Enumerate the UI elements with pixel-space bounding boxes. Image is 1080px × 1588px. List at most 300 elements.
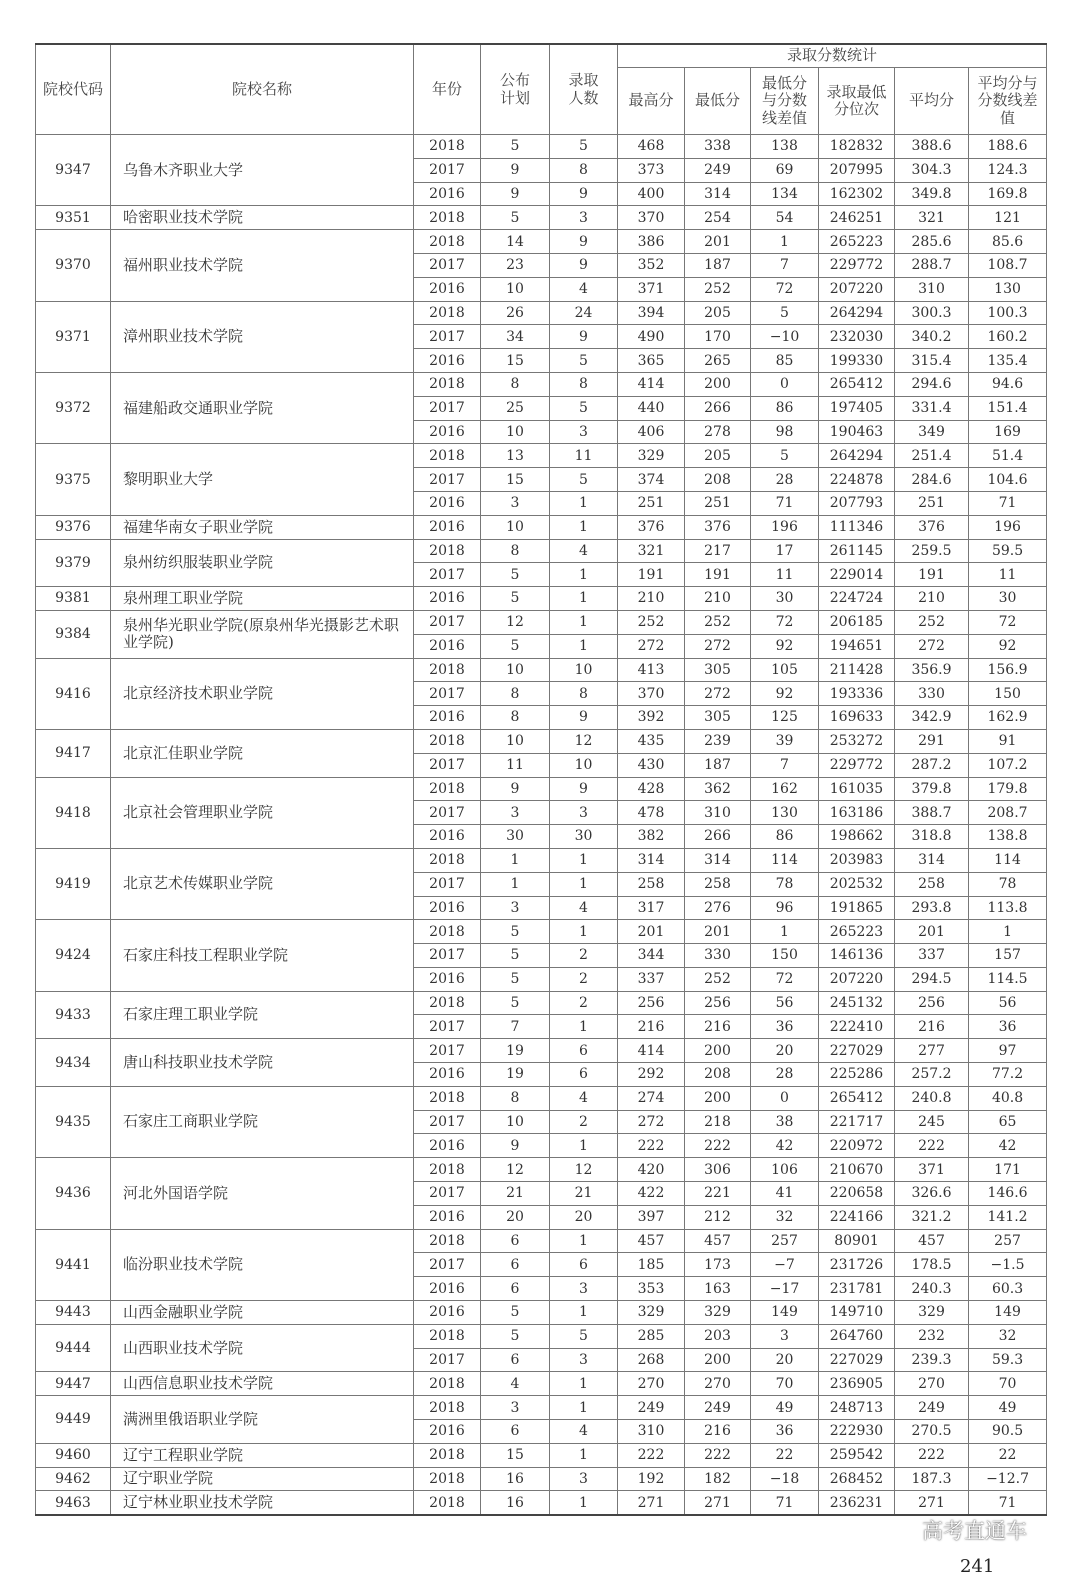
cell-avg: 287.2 <box>895 753 969 777</box>
cell-min: 254 <box>685 206 751 230</box>
cell-plan: 5 <box>481 991 550 1015</box>
header-min-diff: 最低分与分数线差值 <box>751 68 819 135</box>
cell-year: 2017 <box>414 1348 481 1372</box>
cell-max: 373 <box>618 158 685 182</box>
cell-min: 251 <box>685 491 751 515</box>
cell-min-rank: 265223 <box>819 230 895 254</box>
cell-avg-diff: 36 <box>969 1015 1047 1039</box>
school-name: 山西金融职业学院 <box>111 1301 414 1325</box>
cell-year: 2017 <box>414 396 481 420</box>
cell-avg: 304.3 <box>895 158 969 182</box>
cell-min-rank: 191865 <box>819 896 895 920</box>
cell-min-rank: 169633 <box>819 706 895 730</box>
cell-max: 397 <box>618 1205 685 1229</box>
school-code: 9375 <box>36 444 111 515</box>
cell-plan: 5 <box>481 920 550 944</box>
cell-min: 271 <box>685 1491 751 1515</box>
cell-max: 222 <box>618 1443 685 1467</box>
cell-plan: 23 <box>481 253 550 277</box>
cell-avg-diff: 22 <box>969 1443 1047 1467</box>
cell-admitted: 6 <box>550 1039 618 1063</box>
cell-plan: 8 <box>481 1086 550 1110</box>
cell-min-diff: −10 <box>751 325 819 349</box>
cell-admitted: 12 <box>550 1158 618 1182</box>
cell-min: 329 <box>685 1301 751 1325</box>
school-name: 临汾职业技术学院 <box>111 1229 414 1300</box>
cell-min-rank: 227029 <box>819 1348 895 1372</box>
cell-year: 2018 <box>414 729 481 753</box>
cell-min-diff: 92 <box>751 634 819 658</box>
cell-admitted: 12 <box>550 729 618 753</box>
cell-max: 400 <box>618 182 685 206</box>
cell-year: 2018 <box>414 1396 481 1420</box>
cell-admitted: 5 <box>550 468 618 492</box>
cell-avg-diff: 257 <box>969 1229 1047 1253</box>
cell-max: 268 <box>618 1348 685 1372</box>
cell-plan: 10 <box>481 729 550 753</box>
school-code: 9384 <box>36 610 111 658</box>
cell-avg: 239.3 <box>895 1348 969 1372</box>
cell-avg: 258 <box>895 872 969 896</box>
cell-plan: 1 <box>481 872 550 896</box>
cell-admitted: 1 <box>550 1372 618 1396</box>
cell-min: 200 <box>685 1039 751 1063</box>
school-name: 山西信息职业技术学院 <box>111 1372 414 1396</box>
table-row <box>36 1467 1047 1491</box>
cell-min-diff: 150 <box>751 944 819 968</box>
cell-avg-diff: 71 <box>969 1491 1047 1515</box>
cell-year: 2017 <box>414 325 481 349</box>
cell-avg: 337 <box>895 944 969 968</box>
cell-admitted: 30 <box>550 825 618 849</box>
cell-year: 2018 <box>414 777 481 801</box>
cell-avg: 256 <box>895 991 969 1015</box>
table-row <box>36 729 1047 753</box>
cell-min-diff: 71 <box>751 491 819 515</box>
cell-avg: 376 <box>895 515 969 539</box>
cell-avg-diff: 11 <box>969 563 1047 587</box>
cell-admitted: 6 <box>550 1253 618 1277</box>
cell-admitted: 1 <box>550 872 618 896</box>
cell-year: 2017 <box>414 158 481 182</box>
cell-avg: 249 <box>895 1396 969 1420</box>
cell-min: 210 <box>685 587 751 611</box>
cell-min: 457 <box>685 1229 751 1253</box>
cell-year: 2016 <box>414 967 481 991</box>
cell-admitted: 10 <box>550 753 618 777</box>
cell-year: 2016 <box>414 420 481 444</box>
cell-max: 344 <box>618 944 685 968</box>
cell-plan: 15 <box>481 1443 550 1467</box>
cell-max: 292 <box>618 1063 685 1087</box>
cell-min: 203 <box>685 1324 751 1348</box>
cell-plan: 8 <box>481 372 550 396</box>
cell-min-rank: 245132 <box>819 991 895 1015</box>
cell-avg-diff: 72 <box>969 610 1047 634</box>
cell-min: 205 <box>685 301 751 325</box>
cell-year: 2016 <box>414 896 481 920</box>
cell-min-rank: 203983 <box>819 848 895 872</box>
cell-min-diff: 36 <box>751 1015 819 1039</box>
cell-plan: 15 <box>481 349 550 373</box>
cell-plan: 9 <box>481 158 550 182</box>
cell-max: 329 <box>618 1301 685 1325</box>
cell-year: 2018 <box>414 658 481 682</box>
cell-max: 216 <box>618 1015 685 1039</box>
cell-min: 212 <box>685 1205 751 1229</box>
cell-min: 200 <box>685 1348 751 1372</box>
cell-max: 468 <box>618 135 685 159</box>
cell-plan: 5 <box>481 206 550 230</box>
cell-min: 270 <box>685 1372 751 1396</box>
table-row <box>36 1158 1047 1182</box>
cell-max: 352 <box>618 253 685 277</box>
table-row <box>36 1301 1047 1325</box>
cell-avg: 340.2 <box>895 325 969 349</box>
cell-plan: 6 <box>481 1348 550 1372</box>
cell-plan: 3 <box>481 896 550 920</box>
cell-year: 2018 <box>414 1324 481 1348</box>
cell-admitted: 9 <box>550 325 618 349</box>
cell-plan: 5 <box>481 587 550 611</box>
header-code: 院校代码 <box>36 44 111 135</box>
cell-min-diff: 7 <box>751 253 819 277</box>
cell-plan: 10 <box>481 420 550 444</box>
school-code: 9444 <box>36 1324 111 1372</box>
cell-year: 2018 <box>414 301 481 325</box>
cell-avg: 284.6 <box>895 468 969 492</box>
cell-plan: 14 <box>481 230 550 254</box>
cell-plan: 6 <box>481 1277 550 1301</box>
school-name: 辽宁职业学院 <box>111 1467 414 1491</box>
school-code: 9351 <box>36 206 111 230</box>
cell-min: 266 <box>685 825 751 849</box>
cell-max: 414 <box>618 372 685 396</box>
cell-admitted: 8 <box>550 682 618 706</box>
cell-min-rank: 182832 <box>819 135 895 159</box>
cell-avg-diff: 85.6 <box>969 230 1047 254</box>
cell-min: 249 <box>685 158 751 182</box>
cell-avg: 321 <box>895 206 969 230</box>
cell-plan: 20 <box>481 1205 550 1229</box>
cell-min-diff: 134 <box>751 182 819 206</box>
school-name: 石家庄理工职业学院 <box>111 991 414 1039</box>
cell-year: 2018 <box>414 848 481 872</box>
cell-max: 413 <box>618 658 685 682</box>
cell-plan: 13 <box>481 444 550 468</box>
cell-min-diff: 20 <box>751 1348 819 1372</box>
cell-avg: 232 <box>895 1324 969 1348</box>
cell-min-diff: 5 <box>751 301 819 325</box>
cell-min-diff: 106 <box>751 1158 819 1182</box>
cell-plan: 34 <box>481 325 550 349</box>
cell-year: 2017 <box>414 944 481 968</box>
cell-min-diff: 162 <box>751 777 819 801</box>
cell-admitted: 9 <box>550 777 618 801</box>
cell-avg-diff: 104.6 <box>969 468 1047 492</box>
cell-year: 2018 <box>414 1158 481 1182</box>
cell-max: 420 <box>618 1158 685 1182</box>
cell-year: 2016 <box>414 277 481 301</box>
table-row <box>36 658 1047 682</box>
cell-admitted: 6 <box>550 1063 618 1087</box>
cell-avg: 251.4 <box>895 444 969 468</box>
cell-avg: 326.6 <box>895 1182 969 1206</box>
cell-max: 272 <box>618 1110 685 1134</box>
cell-min-diff: 42 <box>751 1134 819 1158</box>
cell-min: 249 <box>685 1396 751 1420</box>
cell-min-rank: 202532 <box>819 872 895 896</box>
cell-min-diff: 39 <box>751 729 819 753</box>
school-code: 9463 <box>36 1491 111 1515</box>
cell-min: 187 <box>685 253 751 277</box>
cell-admitted: 4 <box>550 1086 618 1110</box>
cell-admitted: 2 <box>550 991 618 1015</box>
cell-min-diff: −18 <box>751 1467 819 1491</box>
cell-avg-diff: 56 <box>969 991 1047 1015</box>
cell-min-rank: 222410 <box>819 1015 895 1039</box>
cell-min-rank: 261145 <box>819 539 895 563</box>
cell-avg: 294.5 <box>895 967 969 991</box>
cell-year: 2017 <box>414 1110 481 1134</box>
table-row <box>36 991 1047 1015</box>
cell-year: 2016 <box>414 706 481 730</box>
cell-min: 222 <box>685 1443 751 1467</box>
cell-admitted: 1 <box>550 1443 618 1467</box>
cell-max: 256 <box>618 991 685 1015</box>
school-code: 9418 <box>36 777 111 848</box>
cell-year: 2017 <box>414 753 481 777</box>
cell-plan: 9 <box>481 182 550 206</box>
cell-min-diff: 11 <box>751 563 819 587</box>
cell-avg-diff: 196 <box>969 515 1047 539</box>
cell-avg-diff: 77.2 <box>969 1063 1047 1087</box>
cell-min-diff: 28 <box>751 468 819 492</box>
cell-year: 2016 <box>414 515 481 539</box>
cell-max: 274 <box>618 1086 685 1110</box>
cell-max: 317 <box>618 896 685 920</box>
school-code: 9424 <box>36 920 111 991</box>
header-year: 年份 <box>414 44 481 135</box>
cell-year: 2018 <box>414 920 481 944</box>
cell-avg: 270.5 <box>895 1420 969 1444</box>
cell-admitted: 1 <box>550 491 618 515</box>
cell-max: 252 <box>618 610 685 634</box>
table-row <box>36 1039 1047 1063</box>
table-row <box>36 230 1047 254</box>
cell-year: 2018 <box>414 1229 481 1253</box>
cell-avg-diff: 91 <box>969 729 1047 753</box>
cell-avg: 191 <box>895 563 969 587</box>
cell-plan: 7 <box>481 1015 550 1039</box>
school-name: 黎明职业大学 <box>111 444 414 515</box>
cell-admitted: 1 <box>550 920 618 944</box>
cell-avg-diff: 135.4 <box>969 349 1047 373</box>
cell-avg: 379.8 <box>895 777 969 801</box>
header-name: 院校名称 <box>111 44 414 135</box>
school-code: 9371 <box>36 301 111 372</box>
cell-min: 201 <box>685 920 751 944</box>
cell-year: 2018 <box>414 1467 481 1491</box>
cell-min-rank: 210670 <box>819 1158 895 1182</box>
cell-admitted: 1 <box>550 1491 618 1515</box>
cell-admitted: 1 <box>550 848 618 872</box>
cell-max: 329 <box>618 444 685 468</box>
cell-max: 192 <box>618 1467 685 1491</box>
cell-avg: 251 <box>895 491 969 515</box>
cell-plan: 6 <box>481 1253 550 1277</box>
cell-min-diff: 86 <box>751 825 819 849</box>
cell-avg: 240.8 <box>895 1086 969 1110</box>
cell-admitted: 24 <box>550 301 618 325</box>
cell-min-diff: 125 <box>751 706 819 730</box>
cell-min: 276 <box>685 896 751 920</box>
cell-avg: 222 <box>895 1443 969 1467</box>
cell-plan: 21 <box>481 1182 550 1206</box>
cell-avg-diff: 124.3 <box>969 158 1047 182</box>
cell-min-diff: 138 <box>751 135 819 159</box>
school-code: 9372 <box>36 372 111 443</box>
cell-min: 208 <box>685 1063 751 1087</box>
cell-avg-diff: 94.6 <box>969 372 1047 396</box>
cell-avg-diff: 130 <box>969 277 1047 301</box>
cell-admitted: 5 <box>550 1324 618 1348</box>
school-name: 福建华南女子职业学院 <box>111 515 414 539</box>
cell-plan: 3 <box>481 491 550 515</box>
cell-admitted: 2 <box>550 944 618 968</box>
cell-min: 376 <box>685 515 751 539</box>
cell-min-rank: 224724 <box>819 587 895 611</box>
cell-avg-diff: 42 <box>969 1134 1047 1158</box>
cell-year: 2017 <box>414 468 481 492</box>
cell-year: 2017 <box>414 682 481 706</box>
cell-year: 2017 <box>414 610 481 634</box>
admission-score-table <box>35 43 1047 1516</box>
cell-avg: 240.3 <box>895 1277 969 1301</box>
cell-admitted: 1 <box>550 1229 618 1253</box>
cell-avg-diff: 30 <box>969 587 1047 611</box>
school-code: 9460 <box>36 1443 111 1467</box>
cell-avg: 349.8 <box>895 182 969 206</box>
cell-plan: 4 <box>481 1372 550 1396</box>
cell-admitted: 9 <box>550 706 618 730</box>
cell-min-rank: 225286 <box>819 1063 895 1087</box>
cell-max: 222 <box>618 1134 685 1158</box>
cell-min: 205 <box>685 444 751 468</box>
cell-year: 2016 <box>414 349 481 373</box>
cell-year: 2016 <box>414 1277 481 1301</box>
cell-min-diff: 0 <box>751 372 819 396</box>
cell-avg-diff: 90.5 <box>969 1420 1047 1444</box>
watermark: 高考直通车 <box>922 1519 1027 1543</box>
cell-min-rank: 265412 <box>819 1086 895 1110</box>
cell-min-diff: 114 <box>751 848 819 872</box>
cell-avg-diff: 114.5 <box>969 967 1047 991</box>
cell-min-rank: 236905 <box>819 1372 895 1396</box>
cell-min: 305 <box>685 658 751 682</box>
cell-plan: 15 <box>481 468 550 492</box>
cell-year: 2016 <box>414 825 481 849</box>
cell-min: 362 <box>685 777 751 801</box>
cell-plan: 5 <box>481 1324 550 1348</box>
cell-max: 394 <box>618 301 685 325</box>
cell-year: 2016 <box>414 1420 481 1444</box>
cell-avg-diff: 59.5 <box>969 539 1047 563</box>
table-row <box>36 135 1047 159</box>
table-row <box>36 1443 1047 1467</box>
cell-plan: 3 <box>481 801 550 825</box>
cell-plan: 12 <box>481 1158 550 1182</box>
cell-admitted: 3 <box>550 420 618 444</box>
cell-min-diff: 22 <box>751 1443 819 1467</box>
cell-max: 440 <box>618 396 685 420</box>
cell-min-rank: 268452 <box>819 1467 895 1491</box>
cell-min-diff: 36 <box>751 1420 819 1444</box>
cell-admitted: 2 <box>550 967 618 991</box>
cell-plan: 8 <box>481 682 550 706</box>
cell-avg-diff: 65 <box>969 1110 1047 1134</box>
cell-max: 406 <box>618 420 685 444</box>
cell-min: 252 <box>685 610 751 634</box>
cell-year: 2018 <box>414 135 481 159</box>
cell-avg-diff: 92 <box>969 634 1047 658</box>
cell-min-diff: 28 <box>751 1063 819 1087</box>
cell-min: 182 <box>685 1467 751 1491</box>
cell-plan: 5 <box>481 967 550 991</box>
cell-avg-diff: 108.7 <box>969 253 1047 277</box>
cell-min-rank: 265223 <box>819 920 895 944</box>
table-row <box>36 372 1047 396</box>
school-name: 泉州纺织服装职业学院 <box>111 539 414 587</box>
cell-min: 163 <box>685 1277 751 1301</box>
school-code: 9370 <box>36 230 111 301</box>
school-name: 辽宁工程职业学院 <box>111 1443 414 1467</box>
cell-min: 221 <box>685 1182 751 1206</box>
school-name: 石家庄科技工程职业学院 <box>111 920 414 991</box>
cell-plan: 30 <box>481 825 550 849</box>
cell-min: 265 <box>685 349 751 373</box>
cell-year: 2018 <box>414 206 481 230</box>
cell-min-diff: 196 <box>751 515 819 539</box>
cell-min-diff: 72 <box>751 967 819 991</box>
school-code: 9416 <box>36 658 111 729</box>
school-code: 9376 <box>36 515 111 539</box>
cell-min: 338 <box>685 135 751 159</box>
cell-avg: 310 <box>895 277 969 301</box>
cell-plan: 26 <box>481 301 550 325</box>
header-admitted: 录取人数 <box>550 44 618 135</box>
school-name: 山西职业技术学院 <box>111 1324 414 1372</box>
cell-admitted: 4 <box>550 896 618 920</box>
cell-min-rank: 111346 <box>819 515 895 539</box>
school-code: 9379 <box>36 539 111 587</box>
table-row <box>36 1491 1047 1515</box>
cell-min: 218 <box>685 1110 751 1134</box>
cell-max: 185 <box>618 1253 685 1277</box>
cell-avg-diff: 150 <box>969 682 1047 706</box>
cell-min-rank: 80901 <box>819 1229 895 1253</box>
cell-avg: 356.9 <box>895 658 969 682</box>
cell-min: 216 <box>685 1420 751 1444</box>
cell-min: 272 <box>685 634 751 658</box>
cell-admitted: 21 <box>550 1182 618 1206</box>
cell-avg-diff: 208.7 <box>969 801 1047 825</box>
cell-admitted: 9 <box>550 230 618 254</box>
cell-avg: 300.3 <box>895 301 969 325</box>
cell-avg: 293.8 <box>895 896 969 920</box>
cell-min-rank: 248713 <box>819 1396 895 1420</box>
cell-min-rank: 246251 <box>819 206 895 230</box>
